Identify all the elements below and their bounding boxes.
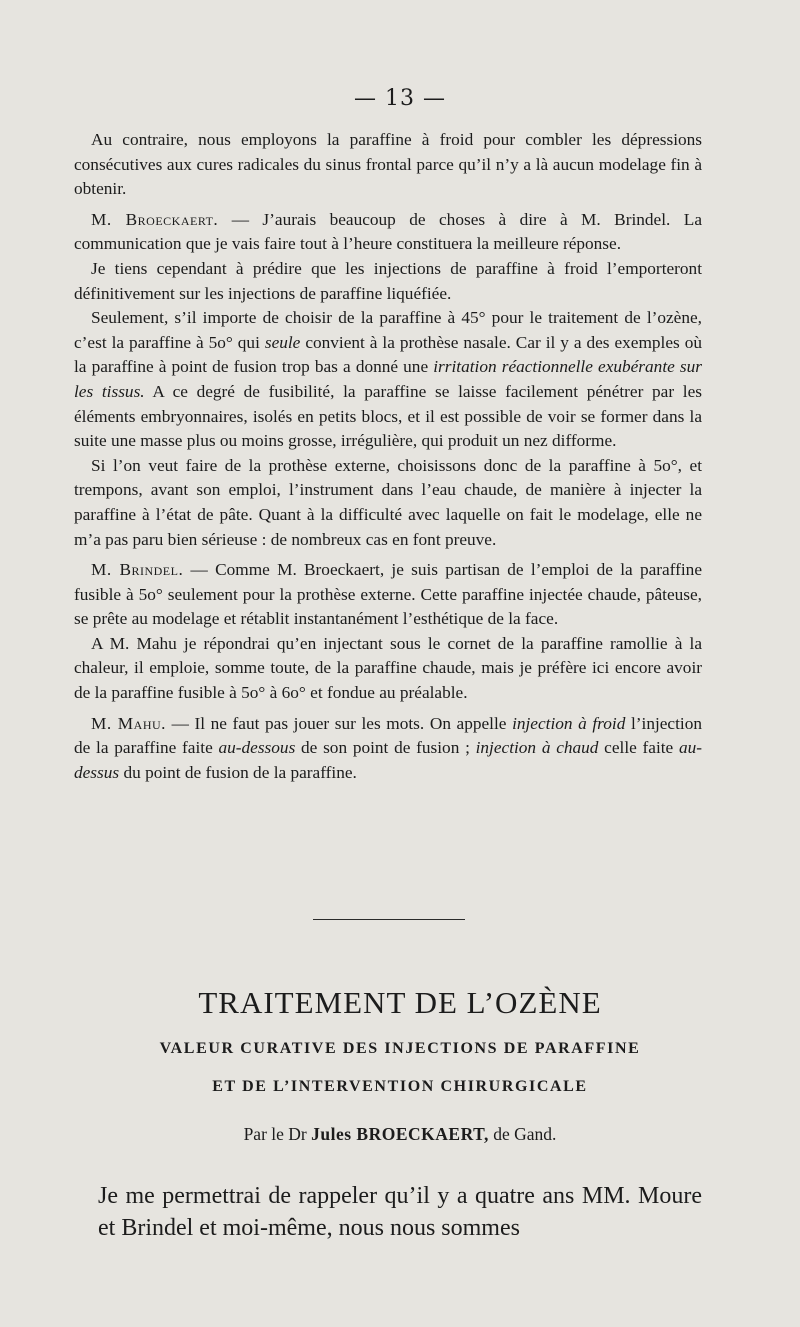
paragraph — [74, 208, 702, 257]
emphasis: au-dessous — [218, 738, 296, 758]
paragraph-run: l’injection de la paraffine faite — [74, 713, 702, 758]
paragraph-run: Je tiens cependant à prédire que les injections de paraffine à froid l’emporteront définitivement sur les injections de paraffine liquéfiée. — [74, 258, 702, 303]
paragraph-run: — Comme M. Broeckaert, je suis partisan de l’emploi de la paraffine fusible à 5o° seulement pour la prothèse externe. Cette paraffine injectée chaude, pâteuse, se prête au modelage et rétablit instantanément l’esthétique de la face. — [74, 560, 702, 629]
emphasis: seule — [264, 332, 301, 352]
paragraph-run: Si l’on veut faire de la prothèse externe, choisissons donc de la paraffine à 5o°, et trempons, avant son emploi, l’instrument dans l’eau chaude, de manière à injecter la paraffine à l’état de pâte. Quant à la difficulté avec laquelle on fait le modelage, elle ne m’a pas paru bien sérieuse : de nombreux cas en font preuve. — [74, 455, 702, 549]
paragraph-run: — Il ne faut pas jouer sur les mots. On appelle — [165, 713, 513, 733]
article-subtitle: VALEUR CURATIVE DES INJECTIONS DE PARAFFINE — [159, 1040, 641, 1057]
paragraph — [74, 632, 702, 706]
speaker-name: M. Broeckaert. — [91, 209, 219, 229]
emphasis: au-dessus — [74, 738, 703, 782]
emphasis: injection à froid — [512, 713, 626, 733]
discussion-text — [74, 128, 702, 785]
paragraph — [74, 257, 702, 306]
byline-suffix: de Gand. — [488, 1124, 557, 1144]
speaker-name: M. Brindel. — [91, 560, 184, 580]
page-number: — 13 — — [354, 86, 446, 111]
paragraph — [74, 454, 702, 552]
paragraph-run: du point de fusion de la paraffine. — [119, 762, 357, 782]
paragraph — [74, 306, 702, 454]
article-subtitle: ET DE L’INTERVENTION CHIRURGICALE — [212, 1078, 588, 1095]
paragraph-run: de son point de fusion ; — [295, 738, 476, 758]
paragraph-run: celle faite — [598, 738, 679, 758]
speaker-name: M. Mahu. — [91, 713, 166, 733]
emphasis: irritation réactionnelle exubérante sur les tissus. — [74, 357, 702, 401]
emphasis: injection à chaud — [475, 738, 599, 758]
byline-prefix: Par le Dr — [243, 1124, 312, 1144]
article-title: TRAITEMENT DE L’OZÈNE — [198, 985, 602, 1020]
paragraph — [74, 712, 702, 786]
author-name: Jules BROECKAERT, — [311, 1124, 489, 1144]
article-opening — [98, 1180, 702, 1244]
paragraph-run: A ce degré de fusibilité, la paraffine se laisse facilement pénétrer par les éléments embryonnaires, isolés en petits blocs, et il est possible de voir se former dans la suite une masse plus ou moins grosse, irrégulière, qui produit un nez difforme. — [74, 381, 702, 451]
section-divider — [313, 919, 465, 920]
paragraph: Je me permettrai de rappeler qu’il y a quatre ans MM. Moure et Brindel et moi-même, nous nous sommes — [98, 1183, 702, 1241]
paragraph — [74, 558, 702, 632]
paragraph — [74, 128, 702, 202]
paragraph-run: — J’aurais beaucoup de choses à dire à M. Brindel. La communication que je vais faire tout à l’heure constituera la meilleure réponse. — [74, 209, 703, 254]
paragraph-run: Seulement, s’il importe de choisir de la paraffine à 45° pour le traitement de l’ozène, c’est la paraffine à 5o° qui — [74, 308, 702, 352]
byline — [0, 1124, 800, 1145]
paragraph-run: A M. Mahu je répondrai qu’en injectant sous le cornet de la paraffine ramollie à la chaleur, il emploie, somme toute, de la paraffine chaude, mais je préfère ici encore avoir de la paraffine fusible à 5o° à 6o° et fondue au préalable. — [74, 633, 702, 703]
paragraph-run: convient à la prothèse nasale. Car il y a des exemples où la paraffine à point de fusion trop bas a donné une — [74, 332, 702, 377]
paragraph-run: Au contraire, nous employons la paraffine à froid pour combler les dépressions consécutives aux cures radicales du sinus frontal parce qu’il n’y a là aucun modelage fin à obtenir. — [74, 130, 702, 199]
